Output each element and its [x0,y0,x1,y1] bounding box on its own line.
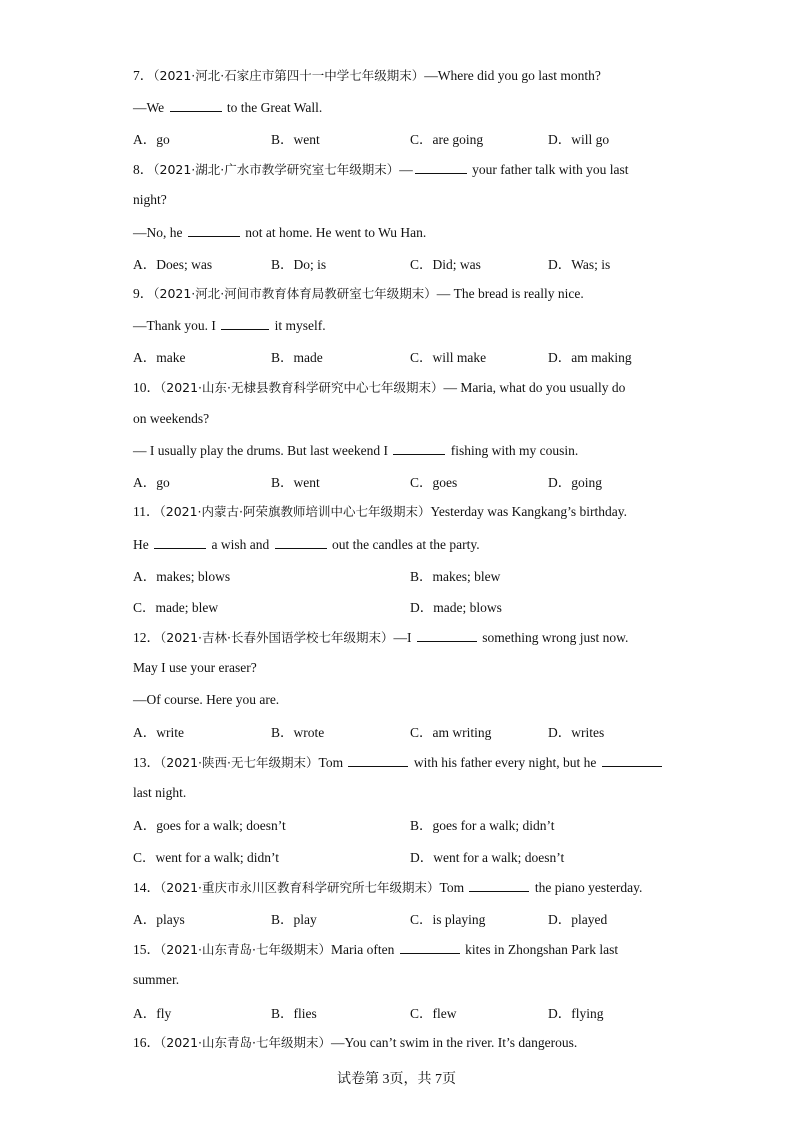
option-b: B．flies [271,1006,317,1021]
option-a: A．make [133,350,186,365]
option-b: B．play [271,912,317,927]
answer-blank [154,534,206,549]
question-12-stem-cont: May I use your eraser? [133,660,257,675]
option-a: A．plays [133,912,185,927]
question-8-stem-cont: night? [133,192,167,207]
option-c: C．goes [410,475,458,490]
question-13-stem-cont: last night. [133,785,187,800]
question-8-stem: 8．（2021·湖北·广水市教学研究室七年级期末）— your father talk with you last [133,159,673,179]
page-footer: 试卷第 3页，共 7页 [337,1072,456,1087]
option-b: B．makes; blew [410,569,501,584]
question-7-line2: —We to the Great Wall. [133,97,673,117]
option-b: B．Do; is [271,257,327,272]
answer-blank [221,315,269,330]
option-b: B．made [271,350,323,365]
option-c: C．are going [410,132,484,147]
question-9-stem: 9．（2021·河北·河间市教育体育局教研室七年级期末）— The bread is really nice. [133,286,584,301]
question-15-stem-cont: summer. [133,972,180,987]
option-d: D．writes [548,725,605,740]
option-d: D．made; blows [410,600,502,615]
option-d: D．went for a walk; doesn’t [410,850,565,865]
answer-blank [275,534,327,549]
option-b: B．wrote [271,725,325,740]
answer-blank [417,627,477,642]
option-d: D．played [548,912,608,927]
question-9-line2: —Thank you. I it myself. [133,315,673,335]
option-c: C．flew [410,1006,457,1021]
answer-blank [415,159,467,174]
option-c: C．Did; was [410,257,481,272]
option-a: A．write [133,725,184,740]
answer-blank [348,752,408,767]
question-8-line2: —No, he not at home. He went to Wu Han. [133,222,673,242]
answer-blank [469,877,529,892]
option-c: C．will make [410,350,487,365]
option-b: B．went [271,475,320,490]
option-a: A．goes for a walk; doesn’t [133,818,286,833]
question-10-line2: — I usually play the drums. But last weekend I fishing with my cousin. [133,440,673,460]
answer-blank [188,222,240,237]
question-7-stem: 7．（2021·河北·石家庄市第四十一中学七年级期末）—Where did you go last month? [133,68,601,83]
option-b: B．goes for a walk; didn’t [410,818,555,833]
option-a: A．go [133,475,170,490]
answer-blank [602,752,662,767]
option-d: D．Was; is [548,257,611,272]
option-b: B．went [271,132,320,147]
option-c: C．am writing [410,725,492,740]
option-d: D．will go [548,132,610,147]
question-12-stem: 12．（2021·吉林·长春外国语学校七年级期末）—I something wrong just now. [133,627,673,647]
option-d: D．going [548,475,602,490]
question-12-line2: —Of course. Here you are. [133,692,280,707]
option-d: D．am making [548,350,632,365]
question-10-stem-cont: on weekends? [133,411,210,426]
question-11-line2: He a wish and out the candles at the party. [133,534,673,554]
answer-blank [170,97,222,112]
option-c: C．made; blew [133,600,219,615]
question-11-stem: 11．（2021·内蒙古·阿荣旗教师培训中心七年级期末）Yesterday was Kangkang’s birthday. [133,504,627,519]
question-14-stem: 14．（2021·重庆市永川区教育科学研究所七年级期末）Tom the piano yesterday. [133,877,673,897]
answer-blank [393,440,445,455]
option-a: A．go [133,132,170,147]
option-d: D．flying [548,1006,604,1021]
option-a: A．makes; blows [133,569,231,584]
option-c: C．is playing [410,912,486,927]
option-a: A．fly [133,1006,172,1021]
option-c: C．went for a walk; didn’t [133,850,279,865]
question-16-stem: 16．（2021·山东青岛·七年级期末）—You can’t swim in the river. It’s dangerous. [133,1035,578,1050]
answer-blank [400,939,460,954]
question-13-stem: 13．（2021·陕西·无七年级期末）Tom with his father every night, but he [133,752,673,772]
option-a: A．Does; was [133,257,213,272]
question-10-stem: 10．（2021·山东·无棣县教育科学研究中心七年级期末）— Maria, what do you usually do [133,380,626,395]
question-15-stem: 15．（2021·山东青岛·七年级期末）Maria often kites in Zhongshan Park last [133,939,673,959]
